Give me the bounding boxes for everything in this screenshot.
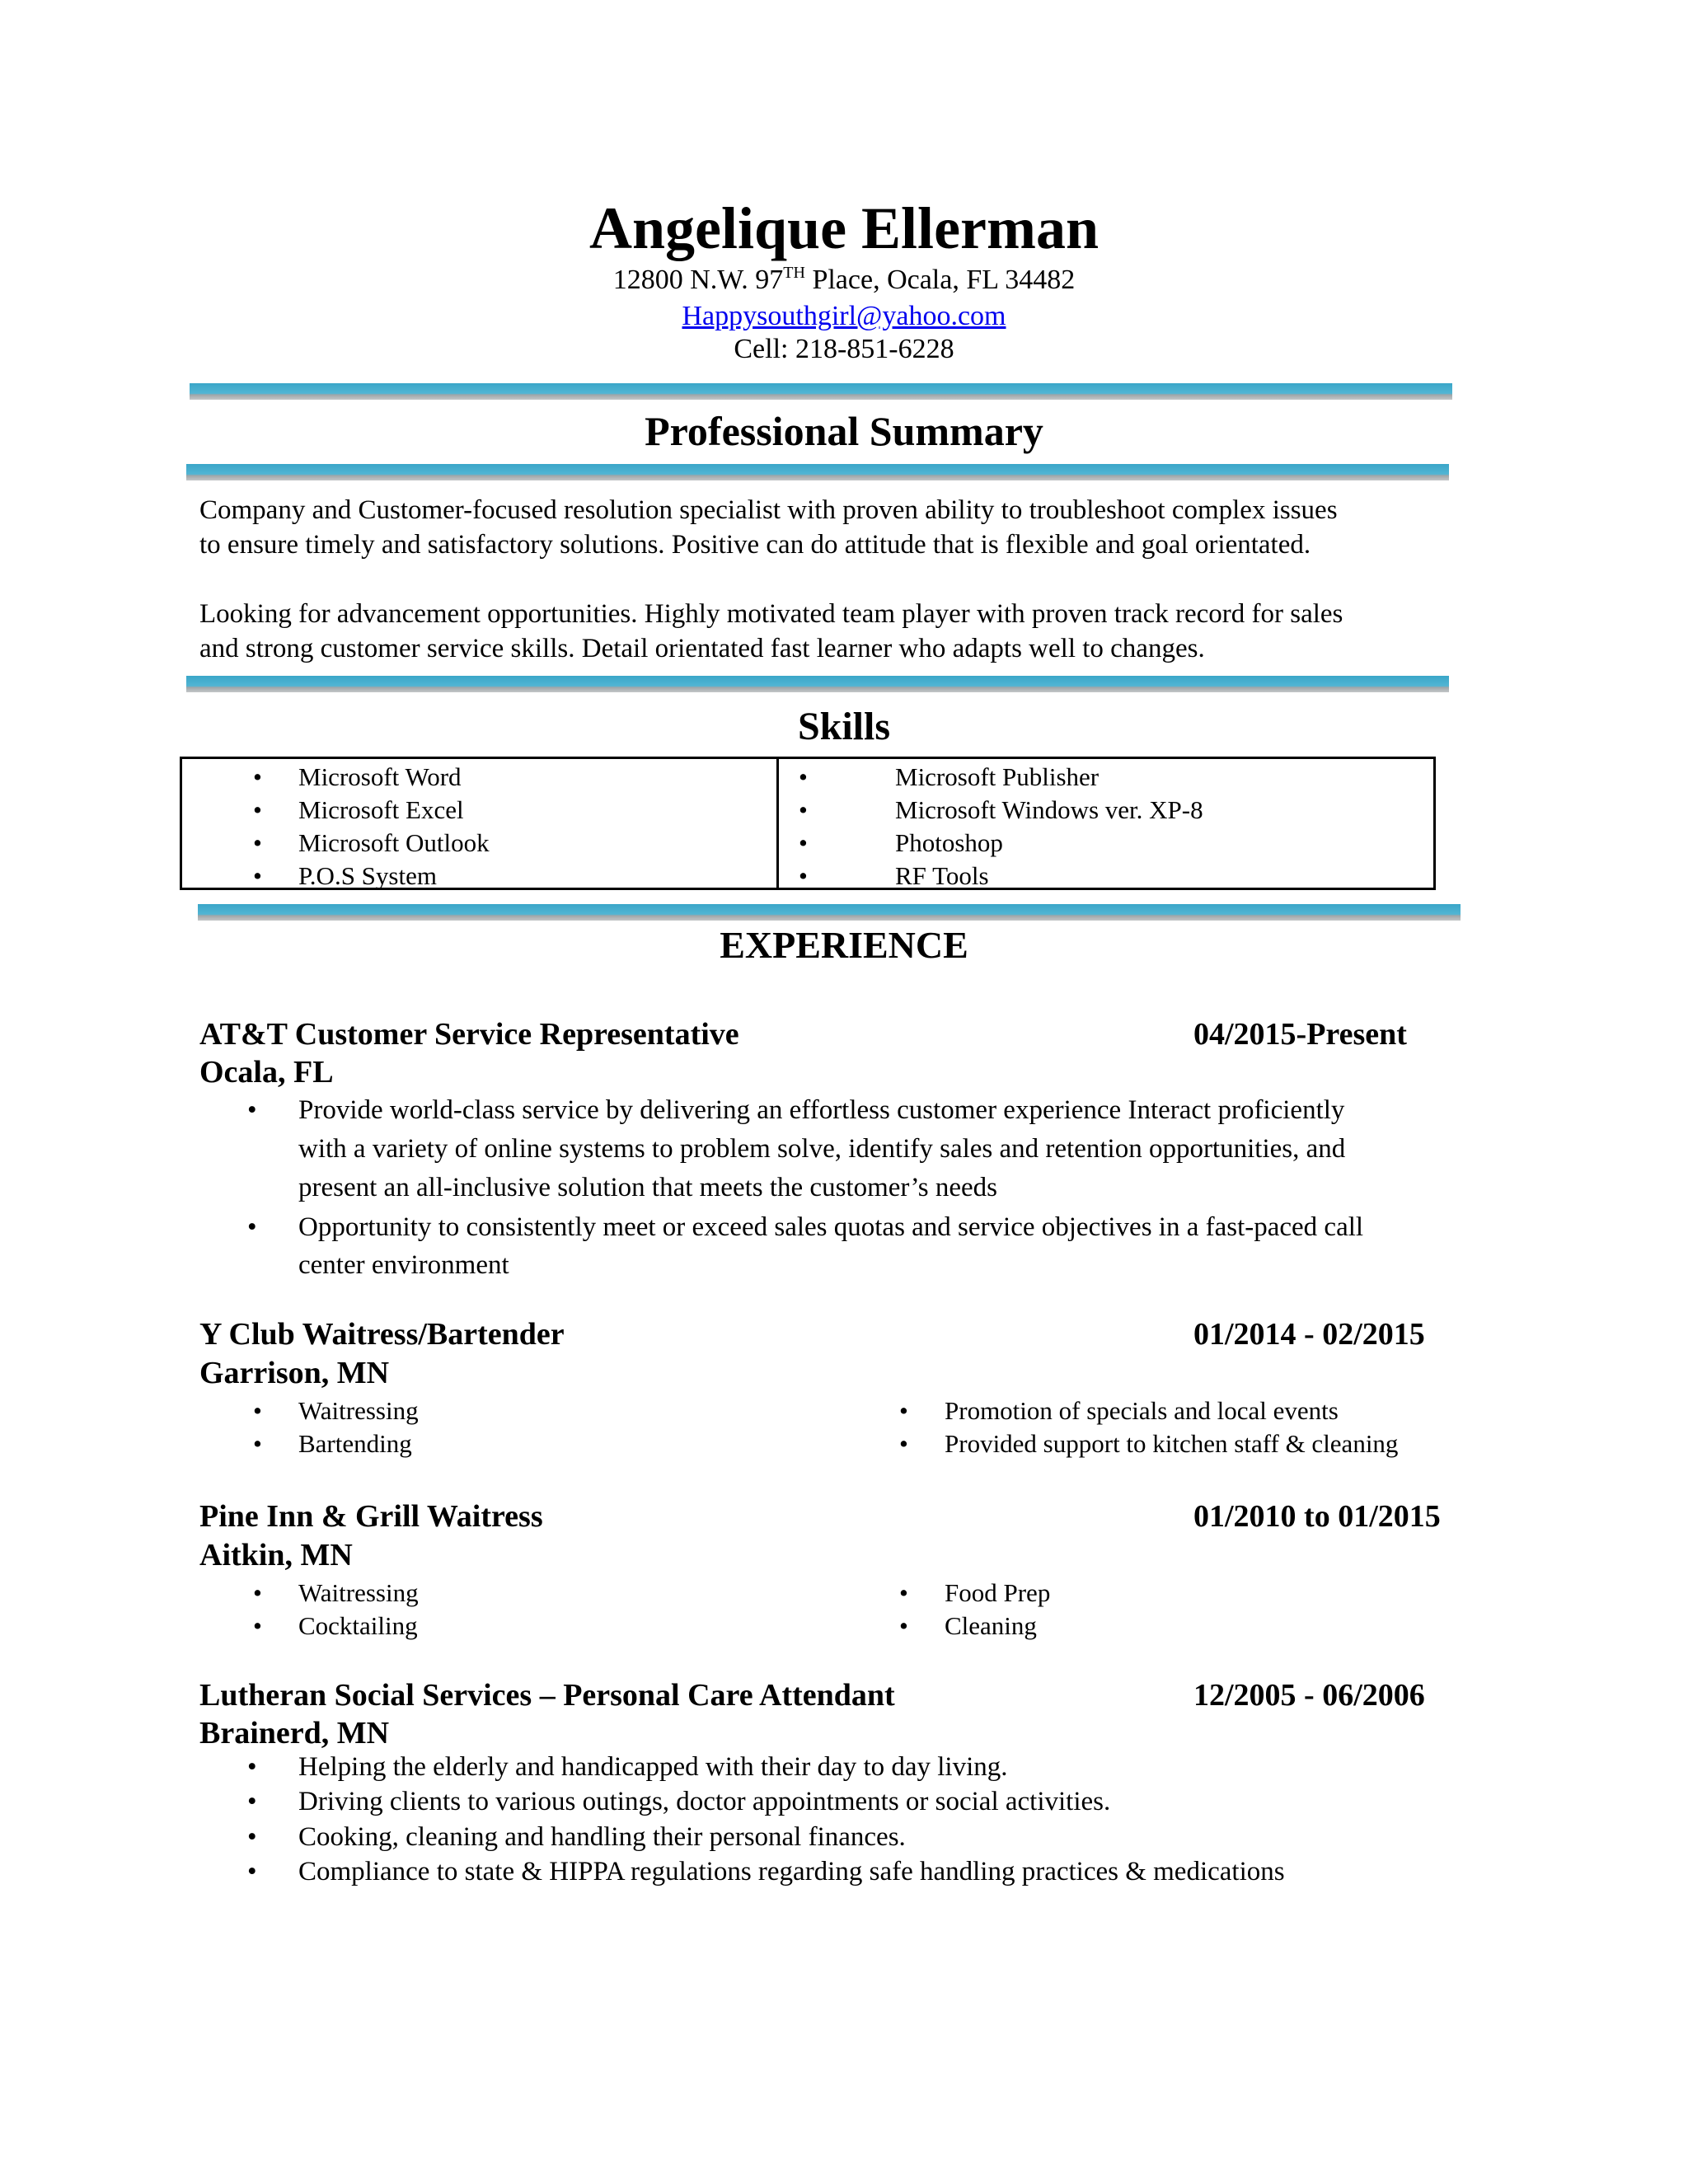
divider-bar bbox=[190, 383, 1452, 400]
skill-item: • Microsoft Word bbox=[298, 761, 462, 794]
job-bullet-continuation: center environment bbox=[298, 1250, 509, 1280]
address-superscript: TH bbox=[783, 264, 805, 282]
bullet-icon: • bbox=[253, 861, 262, 890]
bullet-icon: • bbox=[899, 1429, 908, 1458]
bullet-icon: • bbox=[899, 1611, 908, 1640]
job-duty: • Cleaning bbox=[945, 1610, 1037, 1643]
bullet-icon: • bbox=[799, 795, 808, 824]
bullet-icon: • bbox=[247, 1857, 257, 1886]
job-bullet: • Compliance to state & HIPPA regulations regarding safe handling practices & medications bbox=[298, 1854, 1285, 1889]
skill-item: • Microsoft Publisher bbox=[895, 761, 1099, 794]
divider-bar bbox=[186, 464, 1449, 480]
job-duty: • Waitressing bbox=[298, 1577, 419, 1610]
address bbox=[0, 264, 1688, 298]
job-duty: • Bartending bbox=[298, 1427, 412, 1460]
job-duty: • Food Prep bbox=[945, 1577, 1050, 1610]
job-duty: • Waitressing bbox=[298, 1394, 419, 1427]
job-bullet: • Driving clients to various outings, doctor appointments or social activities. bbox=[298, 1784, 1110, 1819]
job-duty: • Provided support to kitchen staff & cleaning bbox=[945, 1427, 1398, 1460]
job-duty: • Cocktailing bbox=[298, 1610, 418, 1643]
bullet-icon: • bbox=[799, 828, 808, 857]
job-title: AT&T Customer Service Representative bbox=[199, 1017, 739, 1052]
job-dates: 04/2015-Present bbox=[1193, 1017, 1407, 1052]
summary-paragraph-1 bbox=[199, 493, 1502, 562]
bullet-icon: • bbox=[899, 1396, 908, 1425]
email-line bbox=[0, 300, 1688, 334]
address-street: 12800 N.W. 97 bbox=[612, 265, 784, 295]
summary-line: Looking for advancement opportunities. Highly motivated team player with proven track record for sales bbox=[199, 599, 1343, 629]
bullet-icon: • bbox=[247, 1095, 257, 1125]
summary-title: Professional Summary bbox=[645, 408, 1043, 454]
bullet-icon: • bbox=[247, 1822, 257, 1852]
cell-phone: Cell: 218-851-6228 bbox=[734, 334, 954, 364]
skill-item: • Microsoft Excel bbox=[298, 794, 464, 827]
job-bullet-continuation: present an all-inclusive solution that meets the customer’s needs bbox=[298, 1173, 998, 1202]
skill-item: • Microsoft Windows ver. XP-8 bbox=[895, 794, 1203, 827]
job-location: Aitkin, MN bbox=[199, 1538, 353, 1572]
skill-item: • RF Tools bbox=[895, 860, 989, 893]
job-bullet: • Provide world-class service by delivering an effortless customer experience Interact proficiently bbox=[298, 1091, 1344, 1130]
email-link[interactable]: Happysouthgirl@yahoo.com bbox=[682, 301, 1006, 331]
bullet-icon: • bbox=[247, 1212, 257, 1242]
skill-item: • Microsoft Outlook bbox=[298, 827, 490, 860]
skills-table-divider bbox=[776, 757, 779, 890]
bullet-icon: • bbox=[253, 828, 262, 857]
job-dates: 01/2014 - 02/2015 bbox=[1193, 1317, 1425, 1352]
job-duty: • Promotion of specials and local events bbox=[945, 1394, 1339, 1427]
bullet-icon: • bbox=[799, 762, 808, 791]
bullet-icon: • bbox=[253, 1611, 262, 1640]
job-dates: 12/2005 - 06/2006 bbox=[1193, 1678, 1425, 1713]
address-city: Place, Ocala, FL 34482 bbox=[804, 265, 1076, 295]
job-location: Ocala, FL bbox=[199, 1055, 334, 1090]
summary-line: Company and Customer-focused resolution specialist with proven ability to troubleshoot complex issues bbox=[199, 495, 1338, 525]
job-title: Pine Inn & Grill Waitress bbox=[199, 1499, 543, 1534]
bullet-icon: • bbox=[253, 795, 262, 824]
bullet-icon: • bbox=[799, 861, 808, 890]
job-bullet-continuation: with a variety of online systems to problem solve, identify sales and retention opportunities, and bbox=[298, 1134, 1346, 1164]
bullet-icon: • bbox=[253, 1396, 262, 1425]
experience-title: EXPERIENCE bbox=[720, 924, 968, 966]
skills-title: Skills bbox=[797, 705, 891, 748]
bullet-icon: • bbox=[253, 762, 262, 791]
divider-bar bbox=[186, 676, 1449, 692]
job-bullet: • Helping the elderly and handicapped with their day to day living. bbox=[298, 1750, 1008, 1784]
summary-line: to ensure timely and satisfactory solutions. Positive can do attitude that is flexible and goal orientated. bbox=[199, 530, 1311, 560]
job-title: Y Club Waitress/Bartender bbox=[199, 1317, 565, 1352]
bullet-icon: • bbox=[253, 1578, 262, 1607]
job-location: Brainerd, MN bbox=[199, 1716, 390, 1750]
summary-paragraph-2 bbox=[199, 597, 1502, 666]
summary-line: and strong customer service skills. Detail orientated fast learner who adapts well to changes. bbox=[199, 634, 1205, 663]
job-title: Lutheran Social Services – Personal Care Attendant bbox=[199, 1678, 895, 1713]
divider-bar bbox=[198, 904, 1461, 921]
skill-item: • Photoshop bbox=[895, 827, 1003, 860]
job-bullet: • Opportunity to consistently meet or exceed sales quotas and service objectives in a fast-paced call bbox=[298, 1208, 1363, 1247]
job-dates: 01/2010 to 01/2015 bbox=[1193, 1499, 1441, 1534]
job-bullet: • Cooking, cleaning and handling their personal finances. bbox=[298, 1820, 906, 1854]
bullet-icon: • bbox=[253, 1429, 262, 1458]
job-location: Garrison, MN bbox=[199, 1356, 390, 1390]
skill-item: • P.O.S System bbox=[298, 860, 437, 893]
applicant-name: Angelique Ellerman bbox=[588, 195, 1099, 261]
bullet-icon: • bbox=[247, 1752, 257, 1782]
bullet-icon: • bbox=[247, 1787, 257, 1816]
bullet-icon: • bbox=[899, 1578, 908, 1607]
